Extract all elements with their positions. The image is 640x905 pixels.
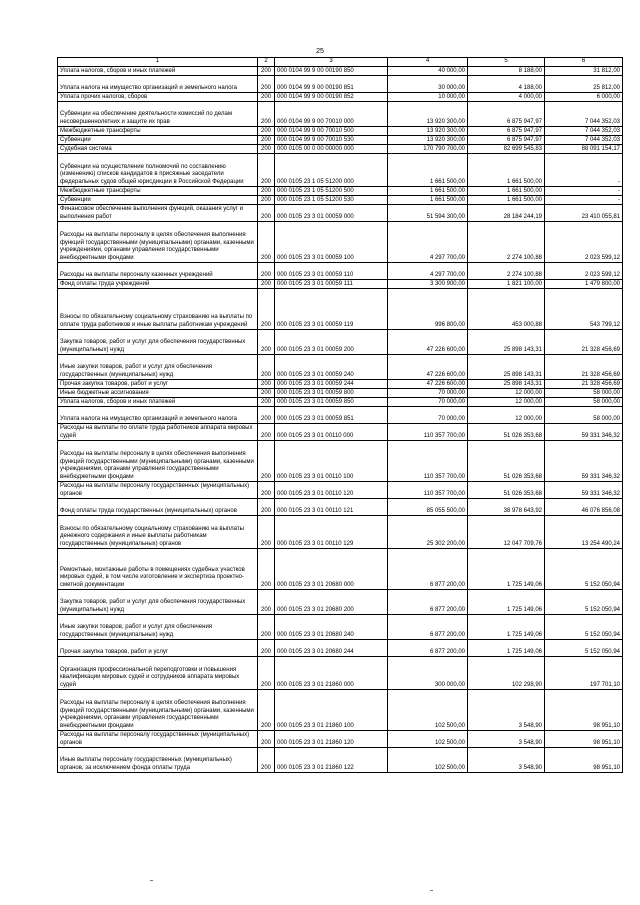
row-name-cell: Прочая закупка товаров, работ и услуг bbox=[58, 640, 258, 657]
row-kbk-cell: 000 0104 99 9 00 70010 530 bbox=[275, 136, 388, 145]
executed-amount-cell: 12 000,00 bbox=[468, 398, 545, 407]
table-row bbox=[58, 289, 623, 330]
row-name-cell: Субвенции bbox=[58, 136, 258, 145]
table-row bbox=[58, 441, 623, 482]
approved-amount-cell: 4 297 700,00 bbox=[388, 222, 468, 263]
executed-amount-cell: 6 875 947,97 bbox=[468, 127, 545, 136]
unexecuted-amount-cell: - bbox=[545, 196, 623, 205]
table-row bbox=[58, 355, 623, 380]
executed-amount-cell: 1 725 149,06 bbox=[468, 615, 545, 640]
unexecuted-amount-cell: 21 328 456,69 bbox=[545, 355, 623, 380]
row-name-cell: Ремонтные, монтажные работы в помещениях судебных участков мировых судей, в том числе изготовление и экспертиза проектно-сметной документации bbox=[58, 549, 258, 590]
row-name-cell: Уплата налога на имущество организаций и земельного налога bbox=[58, 407, 258, 424]
row-code-cell: 200 bbox=[258, 289, 275, 330]
unexecuted-amount-cell: 59 331 346,32 bbox=[545, 482, 623, 499]
row-kbk-cell: 000 0105 23 3 01 20680 200 bbox=[275, 590, 388, 615]
table-row bbox=[58, 615, 623, 640]
executed-amount-cell: 6 875 947,97 bbox=[468, 102, 545, 127]
unexecuted-amount-cell: 1 479 800,00 bbox=[545, 280, 623, 289]
executed-amount-cell: 1 821 100,00 bbox=[468, 280, 545, 289]
row-name-cell: Расходы на выплаты персоналу государственных (муниципальных) органов bbox=[58, 731, 258, 748]
row-name-cell: Межбюджетные трансферты bbox=[58, 187, 258, 196]
row-kbk-cell: 000 0105 23 3 01 21860 000 bbox=[275, 657, 388, 690]
approved-amount-cell: 70 000,00 bbox=[388, 407, 468, 424]
executed-amount-cell: 12 000,00 bbox=[468, 389, 545, 398]
row-kbk-cell: 000 0104 99 9 00 00190 852 bbox=[275, 93, 388, 102]
unexecuted-amount-cell: 98 951,10 bbox=[545, 748, 623, 773]
executed-amount-cell: 1 661 500,00 bbox=[468, 196, 545, 205]
row-kbk-cell: 000 0105 23 3 01 00059 110 bbox=[275, 263, 388, 280]
unexecuted-amount-cell: 25 812,00 bbox=[545, 76, 623, 93]
approved-amount-cell: 47 226 600,00 bbox=[388, 330, 468, 355]
approved-amount-cell: 30 000,00 bbox=[388, 76, 468, 93]
row-name-cell: Расходы на выплаты персоналу в целях обеспечения выполнения функций государственными (муниципальными) органами, казенными учреждениями, органами управления государственными внебюджетными фондами bbox=[58, 690, 258, 731]
row-code-cell: 200 bbox=[258, 590, 275, 615]
row-kbk-cell: 000 0105 23 3 01 20680 000 bbox=[275, 549, 388, 590]
column-header: 5 bbox=[468, 58, 545, 67]
row-code-cell: 200 bbox=[258, 145, 275, 154]
row-kbk-cell: 000 0105 23 3 01 21860 122 bbox=[275, 748, 388, 773]
row-code-cell: 200 bbox=[258, 205, 275, 222]
row-name-cell: Расходы на выплаты по оплате труда работников аппарата мировых судей bbox=[58, 424, 258, 441]
table-row bbox=[58, 67, 623, 76]
row-name-cell: Финансовое обеспечение выполнения функций, оказания услуг и выполнения работ bbox=[58, 205, 258, 222]
unexecuted-amount-cell: 543 799,12 bbox=[545, 289, 623, 330]
row-kbk-cell: 000 0105 23 3 01 00059 244 bbox=[275, 380, 388, 389]
column-header: 3 bbox=[275, 58, 388, 67]
row-name-cell: Субвенции на осуществление полномочий по составлению (изменению) списков кандидатов в присяжные заседатели федеральных судов общей юрисдикции в Российской Федерации bbox=[58, 154, 258, 187]
row-kbk-cell: 000 0104 99 9 00 70010 500 bbox=[275, 127, 388, 136]
approved-amount-cell: 4 297 700,00 bbox=[388, 263, 468, 280]
row-kbk-cell: 000 0105 23 3 01 00110 129 bbox=[275, 516, 388, 549]
executed-amount-cell: 6 875 947,97 bbox=[468, 136, 545, 145]
unexecuted-amount-cell: 7 044 352,03 bbox=[545, 127, 623, 136]
executed-amount-cell: 28 184 244,19 bbox=[468, 205, 545, 222]
row-code-cell: 200 bbox=[258, 731, 275, 748]
executed-amount-cell: 25 898 143,31 bbox=[468, 380, 545, 389]
approved-amount-cell: 300 000,00 bbox=[388, 657, 468, 690]
unexecuted-amount-cell: - bbox=[545, 154, 623, 187]
row-code-cell: 200 bbox=[258, 102, 275, 127]
unexecuted-amount-cell: 7 044 352,03 bbox=[545, 136, 623, 145]
unexecuted-amount-cell: 58 000,00 bbox=[545, 398, 623, 407]
unexecuted-amount-cell: 23 410 055,81 bbox=[545, 205, 623, 222]
executed-amount-cell: 12 000,00 bbox=[468, 407, 545, 424]
executed-amount-cell: 1 725 149,06 bbox=[468, 640, 545, 657]
row-kbk-cell: 000 0105 23 3 01 00059 851 bbox=[275, 407, 388, 424]
unexecuted-amount-cell: 21 328 456,69 bbox=[545, 330, 623, 355]
executed-amount-cell: 1 661 500,00 bbox=[468, 187, 545, 196]
row-kbk-cell: 000 0105 23 3 01 20680 244 bbox=[275, 640, 388, 657]
table-row bbox=[58, 187, 623, 196]
unexecuted-amount-cell: 58 000,00 bbox=[545, 407, 623, 424]
row-kbk-cell: 000 0105 23 3 01 00110 121 bbox=[275, 499, 388, 516]
table-row bbox=[58, 76, 623, 93]
approved-amount-cell: 6 877 200,00 bbox=[388, 590, 468, 615]
executed-amount-cell: 38 978 643,92 bbox=[468, 499, 545, 516]
table-row bbox=[58, 424, 623, 441]
unexecuted-amount-cell: 6 000,00 bbox=[545, 93, 623, 102]
approved-amount-cell: 13 920 300,00 bbox=[388, 102, 468, 127]
approved-amount-cell: 102 500,00 bbox=[388, 731, 468, 748]
approved-amount-cell: 996 800,00 bbox=[388, 289, 468, 330]
table-body bbox=[58, 67, 623, 773]
table-row bbox=[58, 731, 623, 748]
unexecuted-amount-cell: 88 091 154,17 bbox=[545, 145, 623, 154]
table-row bbox=[58, 330, 623, 355]
table-row bbox=[58, 549, 623, 590]
approved-amount-cell: 85 055 500,00 bbox=[388, 499, 468, 516]
table-row bbox=[58, 407, 623, 424]
row-name-cell: Прочая закупка товаров, работ и услуг bbox=[58, 380, 258, 389]
unexecuted-amount-cell: 59 331 346,32 bbox=[545, 441, 623, 482]
row-name-cell: Фонд оплаты труда учреждений bbox=[58, 280, 258, 289]
table-row bbox=[58, 516, 623, 549]
row-kbk-cell: 000 0105 23 3 01 00059 850 bbox=[275, 398, 388, 407]
budget-execution-table bbox=[57, 57, 623, 773]
approved-amount-cell: 110 357 700,00 bbox=[388, 424, 468, 441]
row-code-cell: 200 bbox=[258, 154, 275, 187]
executed-amount-cell: 3 548,90 bbox=[468, 731, 545, 748]
table-row bbox=[58, 389, 623, 398]
executed-amount-cell: 51 026 353,68 bbox=[468, 424, 545, 441]
column-header: 4 bbox=[388, 58, 468, 67]
row-code-cell: 200 bbox=[258, 76, 275, 93]
executed-amount-cell: 4 188,00 bbox=[468, 76, 545, 93]
approved-amount-cell: 1 661 500,00 bbox=[388, 196, 468, 205]
row-code-cell: 200 bbox=[258, 441, 275, 482]
table-row bbox=[58, 196, 623, 205]
row-kbk-cell: 000 0105 23 3 01 00110 100 bbox=[275, 441, 388, 482]
row-kbk-cell: 000 0105 23 3 01 00110 000 bbox=[275, 424, 388, 441]
approved-amount-cell: 51 594 300,00 bbox=[388, 205, 468, 222]
executed-amount-cell: 3 548,90 bbox=[468, 748, 545, 773]
row-name-cell: Расходы на выплаты персоналу в целях обеспечения выполнения функций государственными (муниципальными) органами, казенными учреждениями, органами управления государственными внебюджетными фондами bbox=[58, 441, 258, 482]
row-name-cell: Уплата налогов, сборов и иных платежей bbox=[58, 398, 258, 407]
row-code-cell: 200 bbox=[258, 67, 275, 76]
unexecuted-amount-cell: 98 951,10 bbox=[545, 731, 623, 748]
approved-amount-cell: 102 500,00 bbox=[388, 748, 468, 773]
row-kbk-cell: 000 0105 23 3 01 00059 200 bbox=[275, 330, 388, 355]
row-kbk-cell: 000 0105 23 1 05 51200 530 bbox=[275, 196, 388, 205]
table-row bbox=[58, 263, 623, 280]
row-kbk-cell: 000 0105 23 3 01 21860 100 bbox=[275, 690, 388, 731]
row-name-cell: Уплата прочих налогов, сборов bbox=[58, 93, 258, 102]
unexecuted-amount-cell: 7 044 352,03 bbox=[545, 102, 623, 127]
row-code-cell: 200 bbox=[258, 93, 275, 102]
column-number-row bbox=[58, 58, 623, 67]
unexecuted-amount-cell: 197 701,10 bbox=[545, 657, 623, 690]
row-code-cell: 200 bbox=[258, 187, 275, 196]
table-row bbox=[58, 690, 623, 731]
unexecuted-amount-cell: 59 331 346,32 bbox=[545, 424, 623, 441]
executed-amount-cell: 25 898 143,31 bbox=[468, 355, 545, 380]
row-kbk-cell: 000 0105 23 3 01 00110 120 bbox=[275, 482, 388, 499]
approved-amount-cell: 102 500,00 bbox=[388, 690, 468, 731]
executed-amount-cell: 102 298,90 bbox=[468, 657, 545, 690]
approved-amount-cell: 6 877 200,00 bbox=[388, 549, 468, 590]
row-code-cell: 200 bbox=[258, 690, 275, 731]
table-row bbox=[58, 640, 623, 657]
table-row bbox=[58, 222, 623, 263]
row-code-cell: 200 bbox=[258, 196, 275, 205]
unexecuted-amount-cell: - bbox=[545, 187, 623, 196]
row-kbk-cell: 000 0104 99 9 00 00190 851 bbox=[275, 76, 388, 93]
row-code-cell: 200 bbox=[258, 657, 275, 690]
row-code-cell: 200 bbox=[258, 280, 275, 289]
row-code-cell: 200 bbox=[258, 398, 275, 407]
approved-amount-cell: 170 790 700,00 bbox=[388, 145, 468, 154]
table-row bbox=[58, 482, 623, 499]
row-name-cell: Взносы по обязательному социальному страхованию на выплаты по оплате труда работников и иные выплаты работникам учреждений bbox=[58, 289, 258, 330]
unexecuted-amount-cell: 5 152 050,94 bbox=[545, 549, 623, 590]
row-kbk-cell: 000 0105 23 3 01 00059 111 bbox=[275, 280, 388, 289]
executed-amount-cell: 2 274 100,88 bbox=[468, 222, 545, 263]
unexecuted-amount-cell: 13 254 490,24 bbox=[545, 516, 623, 549]
row-name-cell: Субвенции на обеспечение деятельности комиссий по делам несовершеннолетних и защите их прав bbox=[58, 102, 258, 127]
row-code-cell: 200 bbox=[258, 330, 275, 355]
row-name-cell: Расходы на выплаты персоналу казенных учреждений bbox=[58, 263, 258, 280]
table-row bbox=[58, 398, 623, 407]
row-kbk-cell: 000 0105 23 3 01 21860 120 bbox=[275, 731, 388, 748]
row-code-cell: 200 bbox=[258, 407, 275, 424]
approved-amount-cell: 110 357 700,00 bbox=[388, 441, 468, 482]
table-row bbox=[58, 380, 623, 389]
row-name-cell: Фонд оплаты труда государственных (муниципальных) органов bbox=[58, 499, 258, 516]
approved-amount-cell: 1 661 500,00 bbox=[388, 154, 468, 187]
executed-amount-cell: 2 274 100,88 bbox=[468, 263, 545, 280]
row-code-cell: 200 bbox=[258, 640, 275, 657]
approved-amount-cell: 47 226 600,00 bbox=[388, 355, 468, 380]
executed-amount-cell: 82 699 545,83 bbox=[468, 145, 545, 154]
row-name-cell: Иные закупки товаров, работ и услуг для обеспечения государственных (муниципальных) нужд bbox=[58, 615, 258, 640]
row-code-cell: 200 bbox=[258, 549, 275, 590]
row-kbk-cell: 000 0105 23 3 01 00059 000 bbox=[275, 205, 388, 222]
table-row bbox=[58, 102, 623, 127]
unexecuted-amount-cell: 46 076 856,08 bbox=[545, 499, 623, 516]
row-code-cell: 200 bbox=[258, 263, 275, 280]
row-kbk-cell: 000 0105 23 3 01 00059 100 bbox=[275, 222, 388, 263]
row-kbk-cell: 000 0105 23 3 01 00059 119 bbox=[275, 289, 388, 330]
approved-amount-cell: 40 000,00 bbox=[388, 67, 468, 76]
row-name-cell: Расходы на выплаты персоналу в целях обеспечения выполнения функций государственными (муниципальными) органами, казенными учреждениями, органами управления государственными внебюджетными фондами bbox=[58, 222, 258, 263]
row-name-cell: Закупка товаров, работ и услуг для обеспечения государственных (муниципальных) нужд bbox=[58, 330, 258, 355]
unexecuted-amount-cell: 5 152 050,94 bbox=[545, 590, 623, 615]
executed-amount-cell: 453 000,88 bbox=[468, 289, 545, 330]
row-code-cell: 200 bbox=[258, 127, 275, 136]
table-row bbox=[58, 93, 623, 102]
approved-amount-cell: 1 661 500,00 bbox=[388, 187, 468, 196]
row-name-cell: Межбюджетные трансферты bbox=[58, 127, 258, 136]
table-row bbox=[58, 136, 623, 145]
executed-amount-cell: 8 188,00 bbox=[468, 67, 545, 76]
row-name-cell: Взносы по обязательному социальному страхованию на выплаты денежного содержания и иные выплаты работникам государственных (муниципальных) органов bbox=[58, 516, 258, 549]
table-row bbox=[58, 280, 623, 289]
unexecuted-amount-cell: 2 023 599,12 bbox=[545, 222, 623, 263]
row-name-cell: Расходы на выплаты персоналу государственных (муниципальных) органов bbox=[58, 482, 258, 499]
row-name-cell: Иные выплаты персоналу государственных (муниципальных) органов, за исключением фонда оплаты труда bbox=[58, 748, 258, 773]
row-kbk-cell: 000 0105 23 1 05 51200 500 bbox=[275, 187, 388, 196]
row-name-cell: Организация профессиональной переподготовки и повышения квалификации мировых судей и сотрудников аппарата мировых судей bbox=[58, 657, 258, 690]
approved-amount-cell: 10 000,00 bbox=[388, 93, 468, 102]
unexecuted-amount-cell: 98 951,10 bbox=[545, 690, 623, 731]
executed-amount-cell: 12 047 709,76 bbox=[468, 516, 545, 549]
row-code-cell: 200 bbox=[258, 615, 275, 640]
row-code-cell: 200 bbox=[258, 389, 275, 398]
scan-speck bbox=[150, 880, 153, 881]
unexecuted-amount-cell: 58 000,00 bbox=[545, 389, 623, 398]
page-number: 25 bbox=[316, 48, 324, 55]
row-kbk-cell: 000 0104 99 9 00 70010 000 bbox=[275, 102, 388, 127]
row-name-cell: Уплата налогов, сборов и иных платежей bbox=[58, 67, 258, 76]
unexecuted-amount-cell: 2 023 599,12 bbox=[545, 263, 623, 280]
column-header: 1 bbox=[58, 58, 258, 67]
unexecuted-amount-cell: 21 328 456,69 bbox=[545, 380, 623, 389]
executed-amount-cell: 51 026 353,68 bbox=[468, 441, 545, 482]
approved-amount-cell: 110 357 700,00 bbox=[388, 482, 468, 499]
row-code-cell: 200 bbox=[258, 516, 275, 549]
table-row bbox=[58, 145, 623, 154]
row-kbk-cell: 000 0105 23 3 01 00059 240 bbox=[275, 355, 388, 380]
unexecuted-amount-cell: 5 152 050,94 bbox=[545, 640, 623, 657]
row-code-cell: 200 bbox=[258, 482, 275, 499]
row-kbk-cell: 000 0104 99 9 00 00190 850 bbox=[275, 67, 388, 76]
row-name-cell: Иные бюджетные ассигнования bbox=[58, 389, 258, 398]
row-code-cell: 200 bbox=[258, 222, 275, 263]
approved-amount-cell: 70 000,00 bbox=[388, 389, 468, 398]
unexecuted-amount-cell: 5 152 050,94 bbox=[545, 615, 623, 640]
executed-amount-cell: 3 548,90 bbox=[468, 690, 545, 731]
executed-amount-cell: 1 661 500,00 bbox=[468, 154, 545, 187]
row-name-cell: Уплата налога на имущество организаций и земельного налога bbox=[58, 76, 258, 93]
approved-amount-cell: 47 226 600,00 bbox=[388, 380, 468, 389]
row-name-cell: Субвенции bbox=[58, 196, 258, 205]
approved-amount-cell: 25 302 200,00 bbox=[388, 516, 468, 549]
unexecuted-amount-cell: 31 812,00 bbox=[545, 67, 623, 76]
table-row bbox=[58, 657, 623, 690]
table-row bbox=[58, 154, 623, 187]
row-kbk-cell: 000 0105 00 0 00 00000 000 bbox=[275, 145, 388, 154]
row-code-cell: 200 bbox=[258, 355, 275, 380]
table-row bbox=[58, 127, 623, 136]
executed-amount-cell: 1 725 149,06 bbox=[468, 590, 545, 615]
approved-amount-cell: 70 000,00 bbox=[388, 398, 468, 407]
approved-amount-cell: 6 877 200,00 bbox=[388, 640, 468, 657]
column-header: 6 bbox=[545, 58, 623, 67]
approved-amount-cell: 13 920 300,00 bbox=[388, 136, 468, 145]
table-row bbox=[58, 499, 623, 516]
table-row bbox=[58, 205, 623, 222]
scan-speck bbox=[430, 890, 433, 891]
row-kbk-cell: 000 0105 23 3 01 20680 240 bbox=[275, 615, 388, 640]
column-header: 2 bbox=[258, 58, 275, 67]
row-kbk-cell: 000 0105 23 1 05 51200 000 bbox=[275, 154, 388, 187]
table-row bbox=[58, 748, 623, 773]
executed-amount-cell: 51 026 353,68 bbox=[468, 482, 545, 499]
row-code-cell: 200 bbox=[258, 380, 275, 389]
row-code-cell: 200 bbox=[258, 499, 275, 516]
row-code-cell: 200 bbox=[258, 424, 275, 441]
row-code-cell: 200 bbox=[258, 748, 275, 773]
row-name-cell: Закупка товаров, работ и услуг для обеспечения государственных (муниципальных) нужд bbox=[58, 590, 258, 615]
executed-amount-cell: 4 000,00 bbox=[468, 93, 545, 102]
executed-amount-cell: 25 898 143,31 bbox=[468, 330, 545, 355]
row-name-cell: Иные закупки товаров, работ и услуг для обеспечения государственных (муниципальных) нужд bbox=[58, 355, 258, 380]
table-row bbox=[58, 590, 623, 615]
approved-amount-cell: 3 300 900,00 bbox=[388, 280, 468, 289]
approved-amount-cell: 13 920 300,00 bbox=[388, 127, 468, 136]
row-code-cell: 200 bbox=[258, 136, 275, 145]
executed-amount-cell: 1 725 149,06 bbox=[468, 549, 545, 590]
approved-amount-cell: 6 877 200,00 bbox=[388, 615, 468, 640]
row-kbk-cell: 000 0105 23 3 01 00059 800 bbox=[275, 389, 388, 398]
row-name-cell: Судебная система bbox=[58, 145, 258, 154]
